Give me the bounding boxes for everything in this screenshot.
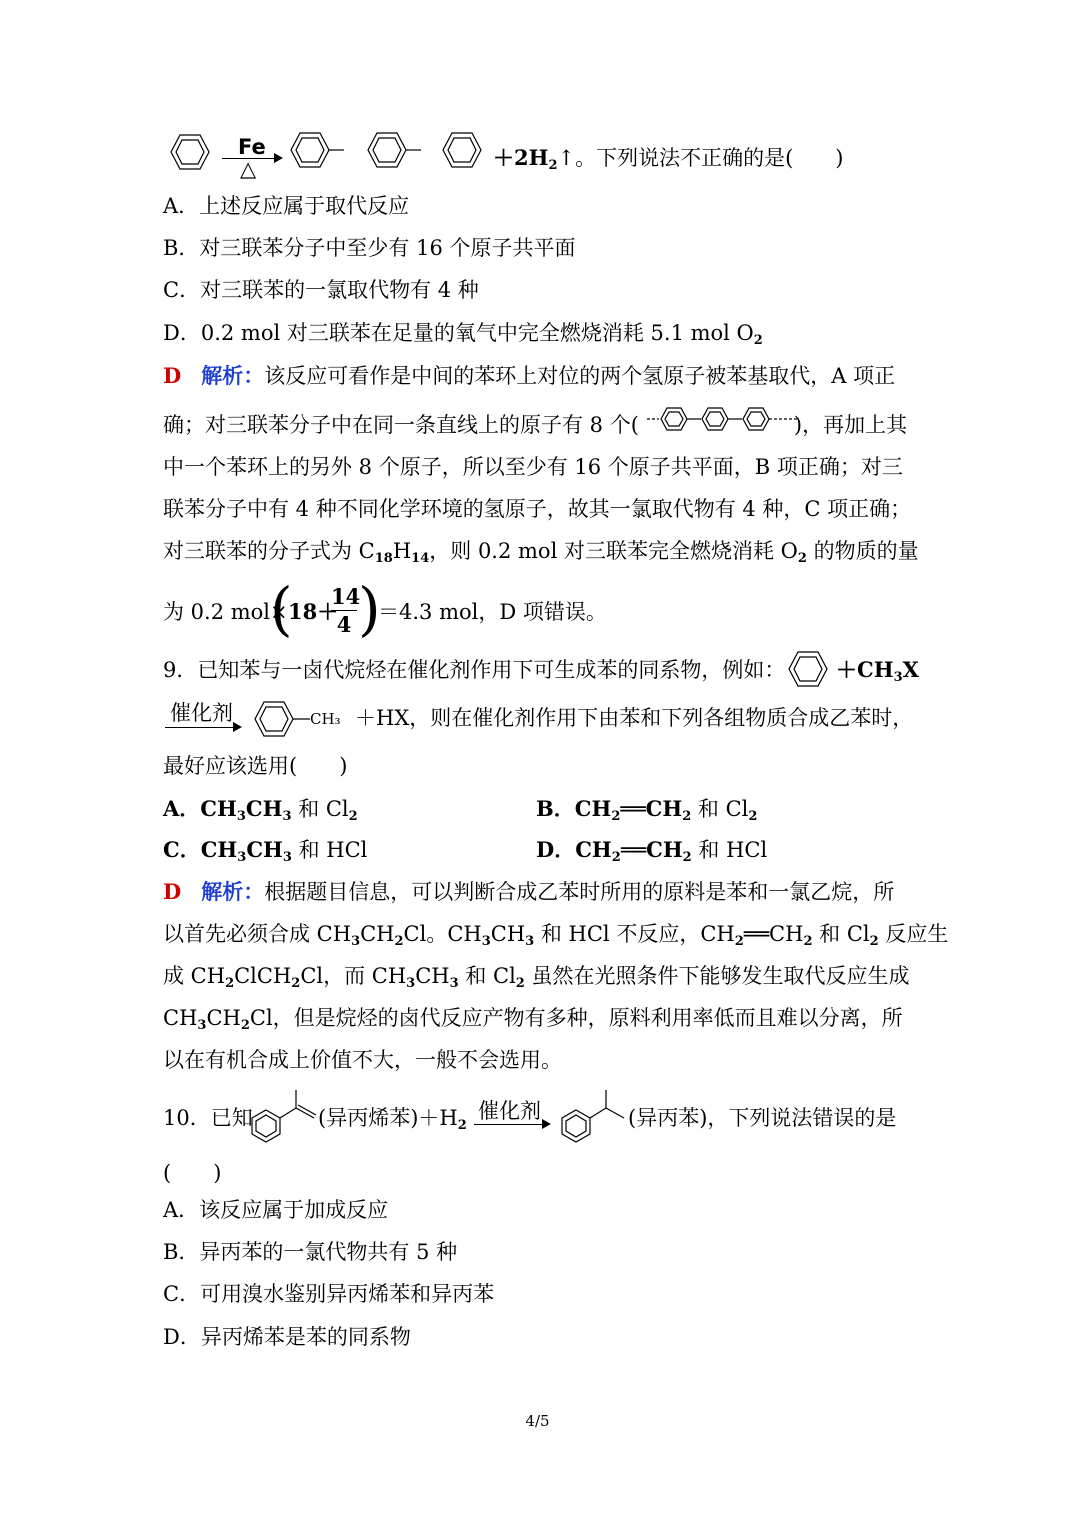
q10-catalyst-arrow: [474, 1124, 546, 1125]
q10-catalyst-arrow-head: [542, 1119, 551, 1129]
fe-arrow-head: [274, 153, 283, 163]
q9-stem-line-2: ＋HX，则在催化剂作用下由苯和下列各组物质合成乙苯时，: [355, 706, 914, 730]
paren-left: (: [270, 575, 293, 643]
q8-answer: D: [163, 363, 182, 388]
isopropylbenzene-icon: [560, 1088, 630, 1146]
q8-option-a: A．上述反应属于取代反应: [163, 194, 410, 218]
q9-option-b: B．$CH_2══CH_2$ 和 $Cl_2$: [536, 796, 758, 824]
q8-fraction: 14 4: [331, 584, 361, 637]
terphenyl-product-icon: [290, 132, 490, 170]
page-number: 4/5: [525, 1412, 550, 1430]
q8-option-b: B．对三联苯分子中至少有 16 个原子共平面: [163, 236, 576, 260]
q9-analysis-line-4: $CH_3CH_2Cl$，但是烷烃的卤代反应产物有多种，原料利用率低而且难以分离，所: [163, 1006, 903, 1033]
q9-option-a: A．$CH_3CH_3$ 和 $Cl_2$: [163, 796, 358, 824]
fe-label: Fe: [238, 135, 266, 159]
q8-analysis-line-2: 确；对三联苯分子中在同一条直线上的原子有 8 个( )，再加上其: [163, 413, 908, 437]
q9-ch3x: $+CH_3X$: [836, 657, 919, 685]
q10-stem-a: 10．已知: [163, 1106, 253, 1130]
q10-catalyst-label: 催化剂: [478, 1099, 541, 1123]
q8-analysis-line-1: D 解析：该反应可看作是中间的苯环上对位的两个氢原子被苯基取代，A 项正: [163, 363, 896, 388]
benzene-reactant-icon: [170, 134, 210, 170]
q9-analysis-label: 解析：: [201, 879, 265, 904]
toluene-icon: [254, 701, 314, 737]
q9-option-c: C．$CH_3CH_3$ 和 HCl: [163, 837, 368, 865]
benzene-q9-icon: [788, 651, 828, 687]
q10-option-c: C．可用溴水鉴别异丙烯苯和异丙苯: [163, 1282, 495, 1306]
q9-analysis-line-5: 以在有机合成上价值不大，一般不会选用。: [163, 1048, 562, 1072]
q8-option-c: C．对三联苯的一氯取代物有 4 种: [163, 278, 479, 302]
q10-stem-b: (异丙烯苯)$+H_2$: [318, 1106, 467, 1133]
q8-analysis-line-6a: 为 0.2 mol×: [163, 600, 288, 624]
q8-equation-tail: $+2H_2↑$。下列说法不正确的是( ): [493, 145, 844, 173]
q8-analysis-line-3: 中一个苯环上的另外 8 个原子，所以至少有 16 个原子共平面，B 项正确；对三: [163, 455, 903, 479]
q9-stem-line-3: 最好应该选用( ): [163, 754, 348, 778]
q9-analysis-line-3: 成 $CH_2ClCH_2Cl$，而 $CH_3CH_3$ 和 $Cl_2$ 虽然在光照条件下能够发生取代反应生成: [163, 964, 910, 991]
q8-analysis-line-6b: ＝4.3 mol，D 项错误。: [378, 600, 607, 624]
terphenyl-linear-icon: [645, 406, 800, 432]
toluene-ch3-label: CH₃: [310, 710, 341, 728]
q8-option-d: D．0.2 mol 对三联苯在足量的氧气中完全燃烧消耗 5.1 mol $O_2$: [163, 321, 763, 348]
q8-analysis-line-5: 对三联苯的分子式为 $C_{18}H_{14}$，则 0.2 mol 对三联苯完全燃烧消耗 $O_2$ 的物质的量: [163, 539, 919, 566]
q8-expr-18: 18＋: [288, 599, 339, 624]
q9-option-d: D．$CH_2══CH_2$ 和 HCl: [536, 837, 768, 865]
q10-option-d: D．异丙烯苯是苯的同系物: [163, 1325, 411, 1349]
q10-option-a: A．该反应属于加成反应: [163, 1198, 389, 1222]
q9-stem-line-1: 9．已知苯与一卤代烷烃在催化剂作用下可生成苯的同系物，例如：: [163, 658, 786, 682]
q9-answer: D: [163, 879, 182, 904]
q10-stem-c: (异丙苯)，下列说法错误的是: [628, 1106, 897, 1130]
isopropenylbenzene-icon: [250, 1088, 320, 1146]
q9-catalyst-arrow: [165, 727, 237, 728]
q8-analysis-line-4: 联苯分子中有 4 种不同化学环境的氢原子，故其一氯取代物有 4 种，C 项正确；: [163, 497, 912, 521]
q9-analysis-line-2: 以首先必须合成 $CH_3CH_2Cl$。$CH_3CH_3$ 和 HCl 不反应，$CH_2══CH_2$ 和 $Cl_2$ 反应生: [163, 922, 949, 949]
q8-analysis-label: 解析：: [201, 363, 265, 388]
q10-option-b: B．异丙苯的一氯代物共有 5 种: [163, 1240, 458, 1264]
paren-right: ): [358, 575, 381, 643]
q9-catalyst-label: 催化剂: [170, 701, 233, 725]
q10-stem-line-2: ( ): [163, 1161, 222, 1185]
q9-catalyst-arrow-head: [233, 722, 242, 732]
heat-label: △: [240, 157, 257, 181]
q9-analysis-line-1: D 解析：根据题目信息，可以判断合成乙苯时所用的原料是苯和一氯乙烷，所: [163, 879, 895, 904]
